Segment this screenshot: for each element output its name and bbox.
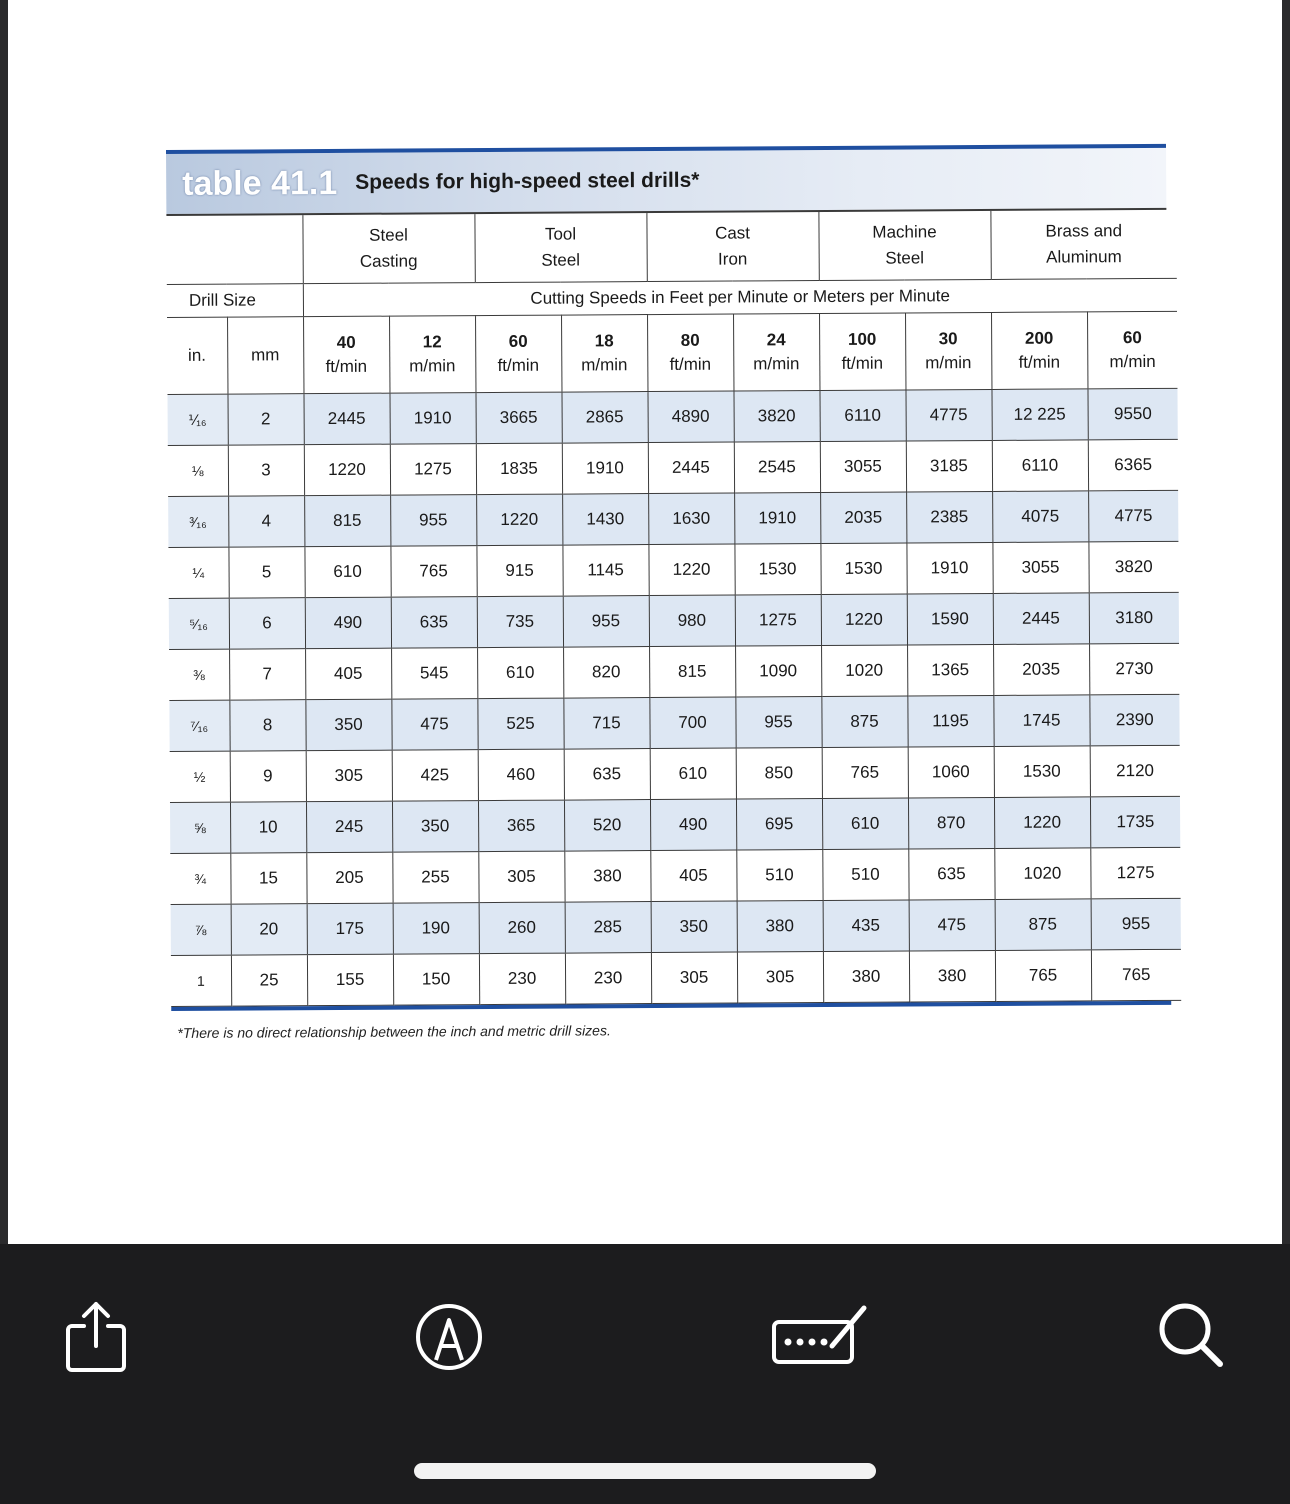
signature-icon[interactable] [770, 1302, 870, 1366]
unit-cell [991, 312, 1087, 390]
speed-cell: 875 [821, 696, 907, 748]
drill-size-in-cell: ⅝ [170, 802, 230, 853]
unit-header-row [167, 311, 1177, 394]
speed-cell: 380 [909, 950, 995, 1002]
speed-cell: 510 [736, 850, 822, 902]
speed-cell: 2390 [1089, 694, 1179, 746]
speed-cell: 510 [822, 849, 908, 901]
table-footnote: *There is no direct relationship between the inch and metric drill sizes. [177, 1022, 611, 1041]
drill-size-mm-cell: 15 [230, 853, 306, 904]
speed-cell: 955 [563, 596, 649, 648]
speed-cell: 490 [650, 799, 736, 851]
drill-size-in-cell: ⁵⁄₁₆ [169, 598, 229, 649]
speed-cell: 350 [305, 699, 391, 751]
material-header-row [166, 210, 1176, 285]
drill-size-in-cell: ⅞ [171, 904, 231, 955]
unit-value: 24 [766, 330, 786, 350]
speed-cell: 305 [478, 851, 564, 903]
material-label: Steel Casting [359, 225, 418, 271]
speed-cell: 870 [908, 797, 994, 849]
unit-cell [905, 312, 991, 390]
table-title: Speeds for high-speed steel drills* [355, 168, 700, 194]
unit-label: ft/min [841, 353, 884, 373]
speed-cell: 1735 [1090, 796, 1180, 848]
speed-cell: 610 [650, 748, 736, 800]
speed-cell: 765 [390, 546, 476, 598]
unit-value: 200 [1024, 328, 1054, 348]
speed-cell: 1090 [735, 646, 821, 698]
speed-cell: 9550 [1087, 388, 1177, 440]
speed-cell: 155 [307, 954, 393, 1006]
drill-size-in-cell: ⅜ [169, 649, 229, 700]
speed-cell: 260 [479, 902, 565, 954]
speed-cell: 635 [391, 597, 477, 649]
speed-cell: 735 [477, 596, 563, 648]
unit-cell [389, 316, 475, 394]
speed-cell: 955 [735, 697, 821, 749]
drill-size-in-cell: ⅛ [168, 445, 228, 496]
speed-cell: 205 [306, 852, 392, 904]
speed-cell: 525 [477, 698, 563, 750]
unit-label: m/min [925, 353, 972, 373]
unit-value: 30 [938, 329, 958, 349]
material-header-cell [474, 213, 646, 283]
drill-size-mm-cell: 10 [230, 802, 306, 853]
speed-cell: 490 [305, 597, 391, 649]
photo-right-edge [1282, 0, 1290, 1244]
photo-left-edge [0, 0, 8, 1244]
drill-size-mm-cell: 9 [230, 751, 306, 802]
material-header-cell [646, 212, 818, 282]
unit-cell [1087, 311, 1177, 389]
speed-cell: 2035 [820, 492, 906, 544]
speed-cell: 2035 [993, 644, 1089, 696]
speed-cell: 380 [823, 951, 909, 1003]
material-label: Tool Steel [541, 224, 581, 270]
drill-size-mm-cell: 7 [229, 649, 305, 700]
speed-cell: 1530 [994, 746, 1090, 798]
speed-cell: 380 [737, 901, 823, 953]
speed-cell: 2865 [561, 392, 647, 444]
speed-cell: 365 [478, 800, 564, 852]
unit-value: 60 [1122, 328, 1142, 348]
speed-cell: 815 [649, 646, 735, 698]
unit-label: m/min [1109, 351, 1156, 372]
material-header-cell [302, 214, 474, 284]
speed-cell: 1530 [820, 543, 906, 595]
unit-label: m/min [581, 355, 628, 375]
speed-cell: 475 [909, 899, 995, 951]
drill-size-mm-cell: 4 [228, 496, 304, 547]
speed-cell: 6365 [1088, 439, 1178, 491]
unit-value: 80 [680, 330, 700, 350]
speed-cell: 255 [392, 852, 478, 904]
unit-value: 100 [847, 329, 877, 349]
speed-cell: 715 [563, 698, 649, 750]
table-row [170, 796, 1180, 853]
unit-label: ft/min [1018, 352, 1061, 372]
speed-cell: 3820 [1088, 541, 1178, 593]
drill-size-in-cell: ½ [170, 751, 230, 802]
speed-cell: 695 [736, 799, 822, 851]
speed-cell: 815 [304, 495, 390, 547]
blank-header-cell [166, 215, 302, 284]
speed-cell: 610 [822, 798, 908, 850]
speed-cell: 1910 [562, 443, 648, 495]
speed-cell: 1220 [994, 797, 1090, 849]
home-indicator[interactable] [414, 1463, 876, 1479]
material-header-cell [990, 210, 1176, 280]
unit-cell [733, 314, 819, 392]
speed-cell: 1220 [821, 594, 907, 646]
unit-cell [561, 315, 647, 393]
unit-value: 12 [422, 332, 442, 352]
unit-label: ft/min [497, 355, 540, 375]
table-title-bar [166, 144, 1166, 216]
speed-cell: 635 [908, 848, 994, 900]
drill-size-mm-cell: 5 [228, 547, 304, 598]
speed-cell: 700 [649, 697, 735, 749]
speed-cell: 1275 [735, 595, 821, 647]
cutting-speeds-label: Cutting Speeds in Feet per Minute or Meters per Minute [303, 278, 1177, 316]
speed-cell: 765 [1091, 949, 1181, 1001]
drill-speed-table-document [166, 144, 1171, 1041]
speed-cell: 4775 [1088, 490, 1178, 542]
speed-cell: 3665 [475, 392, 561, 444]
unit-cell [647, 314, 733, 392]
unit-value: 18 [594, 331, 614, 351]
drill-size-mm-cell: 3 [228, 445, 304, 496]
table-number: table 41.1 [182, 163, 338, 203]
speed-cell: 635 [564, 749, 650, 801]
unit-label: ft/min [325, 356, 368, 377]
speed-cell: 1910 [734, 493, 820, 545]
speed-cell: 190 [393, 903, 479, 955]
drill-size-label: Drill Size [167, 284, 303, 318]
table-row [169, 694, 1179, 751]
table-row [167, 388, 1177, 445]
speed-cell: 915 [476, 545, 562, 597]
table-row [169, 643, 1179, 700]
speed-cell: 4890 [647, 391, 733, 443]
drill-size-mm-cell: 8 [229, 700, 305, 751]
drill-size-in-cell: ⁷⁄₁₆ [169, 700, 229, 751]
material-label: Brass and Aluminum [1045, 221, 1123, 267]
speed-cell: 610 [304, 546, 390, 598]
speed-cell: 2445 [303, 393, 389, 445]
material-label: Cast Iron [714, 223, 751, 269]
speed-cell: 1630 [648, 493, 734, 545]
drill-size-in-cell: ³⁄₁₆ [168, 496, 228, 547]
drill-size-mm-cell: 25 [231, 955, 307, 1006]
speed-cell: 1590 [907, 593, 993, 645]
drill-size-in-cell: 1 [171, 955, 231, 1006]
speed-cell: 425 [392, 750, 478, 802]
unit-cell [819, 313, 905, 391]
speed-cell: 475 [391, 699, 477, 751]
speed-cell: 1020 [994, 848, 1090, 900]
speed-cell: 2545 [734, 442, 820, 494]
speed-cell: 2120 [1090, 745, 1180, 797]
speed-cell: 1745 [993, 695, 1089, 747]
table-row [170, 847, 1180, 904]
speed-cell: 175 [307, 903, 393, 955]
speed-cell: 3185 [906, 440, 992, 492]
speed-cell: 460 [478, 749, 564, 801]
markup-icon[interactable] [414, 1302, 484, 1372]
table-row [168, 541, 1178, 598]
speed-cell: 1220 [476, 494, 562, 546]
speed-cell: 380 [564, 851, 650, 903]
speed-cell: 6110 [992, 440, 1088, 492]
col-header-in: in. [167, 317, 227, 394]
speed-cell: 230 [479, 953, 565, 1005]
table-row [171, 949, 1181, 1006]
speed-cell: 350 [392, 801, 478, 853]
speed-cell: 405 [305, 648, 391, 700]
unit-label: ft/min [669, 354, 712, 374]
speed-cell: 1275 [1090, 847, 1180, 899]
speed-cell: 1530 [734, 544, 820, 596]
unit-value: 60 [508, 331, 528, 351]
speed-cell: 2730 [1089, 643, 1179, 695]
speed-cell: 3055 [820, 441, 906, 493]
table-body [167, 388, 1181, 1006]
speed-cell: 1430 [562, 494, 648, 546]
table-row [168, 439, 1178, 496]
speed-cell: 1060 [908, 746, 994, 798]
speed-cell: 4775 [905, 389, 991, 441]
drill-size-mm-cell: 20 [231, 904, 307, 955]
speed-cell: 350 [651, 901, 737, 953]
speed-cell: 305 [737, 952, 823, 1004]
unit-value: 40 [336, 332, 356, 352]
speed-cell: 2445 [648, 442, 734, 494]
share-icon[interactable] [64, 1298, 128, 1374]
speed-cell: 1275 [390, 444, 476, 496]
search-icon[interactable] [1156, 1300, 1226, 1370]
speed-cell: 285 [565, 902, 651, 954]
col-header-mm: mm [227, 317, 303, 394]
speed-cell: 3180 [1089, 592, 1179, 644]
unit-cell [475, 315, 561, 393]
table-row [169, 592, 1179, 649]
drill-size-mm-cell: 2 [227, 394, 303, 445]
speed-cell: 405 [650, 850, 736, 902]
speed-cell: 1145 [562, 545, 648, 597]
speed-cell: 2385 [906, 491, 992, 543]
speed-cell: 610 [477, 647, 563, 699]
speed-cell: 3820 [733, 391, 819, 443]
speed-cell: 435 [823, 900, 909, 952]
speed-cell: 230 [565, 953, 651, 1005]
table-row [171, 898, 1181, 955]
drill-size-in-cell: ⅟₁₆ [167, 394, 227, 445]
speed-cell: 3055 [992, 542, 1088, 594]
speeds-table [166, 210, 1181, 1007]
speed-cell: 4075 [992, 491, 1088, 543]
drill-size-in-cell: ¾ [170, 853, 230, 904]
speed-cell: 150 [393, 954, 479, 1006]
speed-cell: 850 [736, 748, 822, 800]
speed-cell: 1910 [389, 393, 475, 445]
drill-size-mm-cell: 6 [229, 598, 305, 649]
speed-cell: 765 [822, 747, 908, 799]
speed-cell: 1910 [906, 542, 992, 594]
drill-size-in-cell: ¼ [168, 547, 228, 598]
speed-cell: 245 [306, 801, 392, 853]
table-row [170, 745, 1180, 802]
speed-cell: 980 [649, 595, 735, 647]
speed-cell: 6110 [819, 390, 905, 442]
speed-cell: 520 [564, 800, 650, 852]
speed-cell: 955 [390, 495, 476, 547]
speed-cell: 1020 [821, 645, 907, 697]
unit-label: m/min [753, 354, 800, 374]
material-header-cell [818, 211, 990, 281]
table-row [168, 490, 1178, 547]
speed-cell: 1220 [648, 544, 734, 596]
speed-cell: 765 [995, 950, 1091, 1002]
speed-cell: 955 [1091, 898, 1181, 950]
material-label: Machine Steel [872, 222, 937, 268]
speed-cell: 1365 [907, 644, 993, 696]
speed-cell: 12 225 [991, 389, 1087, 441]
speed-cell: 1835 [476, 443, 562, 495]
speed-cell: 1195 [907, 695, 993, 747]
speed-cell: 875 [995, 899, 1091, 951]
speed-cell: 820 [563, 647, 649, 699]
unit-cell [303, 316, 389, 394]
speed-cell: 305 [306, 750, 392, 802]
speed-cell: 1220 [304, 444, 390, 496]
speed-cell: 2445 [993, 593, 1089, 645]
speed-cell: 545 [391, 648, 477, 700]
speed-cell: 305 [651, 952, 737, 1004]
unit-label: m/min [409, 356, 456, 376]
